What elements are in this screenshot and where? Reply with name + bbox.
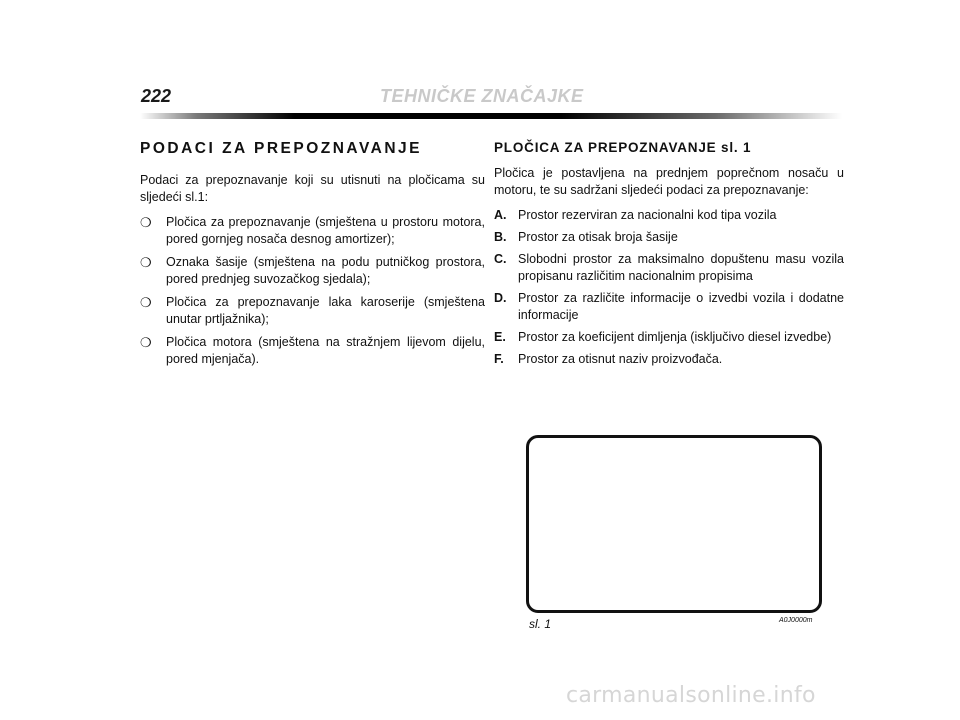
header-rule [140,113,842,119]
bullet-item [140,254,485,288]
bullet-text: Pločica motora (smještena na stražnjem lijevom dijelu, pored mjenjača). [166,335,485,366]
bullet-item [140,214,485,248]
item-letter: B. [494,230,507,244]
item-letter: C. [494,252,507,266]
lettered-item [494,251,844,285]
item-text: Prostor rezerviran za nacionalni kod tipa vozila [518,208,777,222]
lettered-item [494,229,844,246]
item-text: Prostor za koeficijent dimljenja (isključivo diesel izvedbe) [518,330,832,344]
page-number: 222 [141,86,172,106]
running-title: TEHNIČKE ZNAČAJKE [380,86,584,106]
item-letter: F. [494,352,504,366]
circle-bullet-icon: ❍ [140,215,152,230]
right-intro-paragraph: Pločica je postavljena na prednjem poprečnom nosaču u motoru, te su sadržani sljedeći podaci za prepoznavanje: [494,166,844,197]
bullet-text: Oznaka šasije (smještena na podu putničkog prostora, pored prednjeg suvozačkog sjedala); [166,255,485,286]
subsection-heading: PLOČICA ZA PREPOZNAVANJE sl. 1 [494,140,752,155]
item-letter: E. [494,330,506,344]
watermark: carmanualsonline.info [566,683,816,708]
left-column [140,140,485,374]
bullet-item [140,334,485,368]
item-text: Prostor za različite informacije o izvedbi vozila i dodatne informacije [518,291,844,322]
lettered-item [494,329,844,346]
item-text: Slobodni prostor za maksimalno dopuštenu masu vozila propisanu različitim nacionalnim propisima [518,252,844,283]
figure-code: A0J0000m [779,617,813,624]
bullet-list [140,214,485,368]
left-intro-paragraph: Podaci za prepoznavanje koji su utisnuti na pločicama su sljedeći sl.1: [140,173,485,204]
identification-plate-figure [526,435,822,613]
bullet-item [140,294,485,328]
circle-bullet-icon: ❍ [140,255,152,270]
lettered-item [494,351,844,368]
figure-caption: sl. 1 [529,617,552,631]
circle-bullet-icon: ❍ [140,295,152,310]
bullet-text: Pločica za prepoznavanje (smještena u prostoru motora, pored gornjeg nosača desnog amortizer); [166,215,485,246]
circle-bullet-icon: ❍ [140,335,152,350]
section-heading: PODACI ZA PREPOZNAVANJE [140,140,422,157]
item-letter: A. [494,208,507,222]
lettered-item [494,207,844,224]
item-text: Prostor za otisnut naziv proizvođača. [518,352,723,366]
lettered-list [494,207,844,368]
bullet-text: Pločica za prepoznavanje laka karoserije (smještena unutar prtljažnika); [166,295,485,326]
item-text: Prostor za otisak broja šasije [518,230,678,244]
item-letter: D. [494,291,507,305]
right-column [494,140,844,373]
lettered-item [494,290,844,324]
